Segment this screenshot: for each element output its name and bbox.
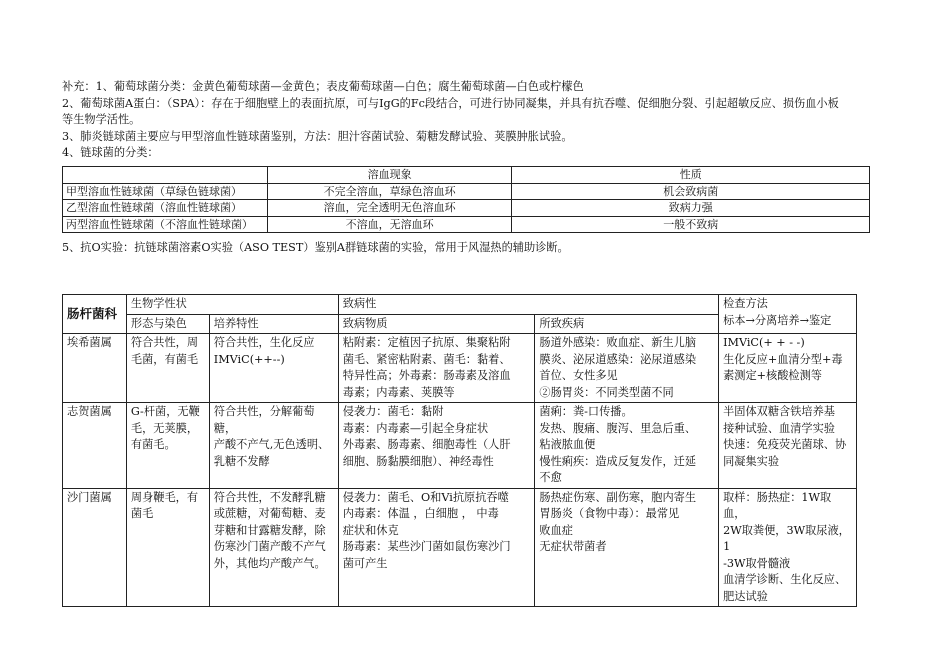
table-cell-line: 同凝集实验 <box>723 454 780 468</box>
table-cell-line: 侵袭力：菌毛、O和Vi抗原抗吞噬 <box>342 490 509 504</box>
virulence-factors-cell <box>338 334 535 403</box>
table-cell-line: 接种试验、血清学实验 <box>723 421 835 435</box>
table-cell-line: 毛，无荚膜， <box>130 421 199 435</box>
table-cell-line: G-杆菌，无鞭 <box>130 405 200 418</box>
table-cell: 一般不致病 <box>512 216 870 233</box>
table-cell-line: 符合共性，周 <box>130 336 199 349</box>
table-cell-line: 或蔗糖，对葡萄糖、麦 <box>213 507 326 520</box>
table-cell-line: 血清学诊断、生化反应、 <box>723 573 847 586</box>
table-cell-line: 菌毛 <box>130 507 154 520</box>
table-cell-line: 外，其他均产酸产气。 <box>213 556 326 570</box>
table-cell-line: 菌毛、紧密粘附素、菌毛：黏着、 <box>342 352 511 366</box>
table-cell-line: 症状和休克 <box>342 523 399 537</box>
note-line-3: 等生物学活性。 <box>62 113 141 126</box>
strep-classification-table <box>62 166 870 233</box>
sub-header-morphology: 形态与染色 <box>126 314 209 334</box>
method-cell <box>719 334 857 403</box>
table-cell-line: 特异性高；外毒素：肠毒素及溶血 <box>342 369 511 382</box>
virulence-factors-cell <box>338 403 535 489</box>
note-line-4: 3、肺炎链球菌主要应与甲型溶血性链球菌鉴别，方法：胆汁容菌试验、菊糖发酵试验、荚膜肿胀试验。 <box>62 129 573 143</box>
method-cell <box>719 488 857 607</box>
table-cell: 不完全溶血，草绿色溶血环 <box>267 183 512 200</box>
morphology-cell <box>126 334 209 403</box>
table-row <box>63 488 857 607</box>
table-cell-line: 粘附素：定植因子抗原、集聚粘附 <box>342 336 511 349</box>
table-cell-line: 生化反应+血清分型+毒 <box>723 352 843 366</box>
table-row <box>63 403 857 489</box>
table-cell: 甲型溶血性链球菌（草绿色链球菌） <box>63 183 268 200</box>
header-cell-nature: 性质 <box>512 167 870 184</box>
table-cell-line: ②肠胃炎：不同类型菌不同 <box>539 385 674 399</box>
aso-note: 5、抗O实验：抗链球菌溶素O实验（ASO TEST）鉴别A群链球菌的实验，常用于风湿热的辅助诊断。 <box>62 241 569 254</box>
note-line-5: 4、链球菌的分类： <box>62 146 159 159</box>
table-cell-line: 有菌毛。 <box>130 438 176 451</box>
table-cell-line: 外毒素、肠毒素、细胞毒性（人肝 <box>342 438 511 451</box>
table-cell-line: 取样：肠热症：1W取血， <box>723 490 832 520</box>
header-cell-empty <box>63 167 268 184</box>
table-cell-line: 标本→分离培养→鉴定 <box>723 313 832 327</box>
table-cell-line: 毒素；内毒素、荚膜等 <box>342 385 455 399</box>
header-cell-hemolysis: 溶血现象 <box>267 167 512 184</box>
note-line-1: 补充：1、葡萄球菌分类：金黄色葡萄球菌—金黄色；表皮葡萄球菌—白色；腐生葡萄球菌—白色或柠檬色 <box>62 80 584 93</box>
table-cell-line: 乳糖不发酵 <box>213 454 270 468</box>
method-header-label: 检查方法 <box>723 297 768 310</box>
table-cell: 丙型溶血性链球菌（不溶血性链球菌） <box>63 216 268 233</box>
table-row <box>63 183 870 200</box>
table-cell-line: 胃肠炎（食物中毒）：最常见 <box>539 507 680 520</box>
sub-header-virulence-factors: 致病物质 <box>338 314 535 334</box>
table-header-row <box>63 167 870 184</box>
table-cell-line: 败血症 <box>539 523 573 537</box>
table-cell-line: 首位、女性多见 <box>539 369 618 382</box>
table-cell-line: 侵袭力：菌毛：黏附 <box>342 405 444 418</box>
virulence-factors-cell <box>338 488 535 607</box>
diseases-cell <box>535 403 719 489</box>
table-cell: 机会致病菌 <box>512 183 870 200</box>
genus-name: 沙门菌属 <box>63 488 127 607</box>
culture-cell <box>209 403 338 489</box>
sub-header-diseases: 所致疾病 <box>535 314 719 334</box>
table-cell-line: 肠道外感染：败血症、新生儿脑 <box>539 336 697 349</box>
table-cell-line: 肥达试验 <box>723 589 768 603</box>
table-row <box>63 216 870 233</box>
culture-cell <box>209 334 338 403</box>
table-cell-line: 2W取粪便，3W取尿液，1 <box>723 523 850 553</box>
genus-name: 埃希菌属 <box>63 334 127 403</box>
diseases-cell <box>535 488 719 607</box>
table-cell-line: 膜炎、泌尿道感染：泌尿道感染 <box>539 352 697 366</box>
group-header-biology: 生物学性状 <box>126 295 338 315</box>
table-cell-line: 产酸不产气,无色透明、 <box>213 438 330 451</box>
table-cell-line: 肠毒素：某些沙门菌如鼠伤寒沙门 <box>342 540 511 553</box>
table-cell-line: 细胞、肠黏膜细胞）、神经毒性 <box>342 454 494 468</box>
table-cell-line: 菌可产生 <box>342 556 388 570</box>
group-header-pathogenicity: 致病性 <box>338 295 718 315</box>
table-cell-line: 不愈 <box>539 471 562 484</box>
table-cell-line: 符合共性，不发酵乳糖 <box>213 490 326 504</box>
table-cell-line: 发热、腹痛、腹泻、里急后重、 <box>539 421 697 435</box>
table-cell-line: 符合共性，分解葡萄糖， <box>213 405 315 435</box>
culture-cell <box>209 488 338 607</box>
morphology-cell <box>126 403 209 489</box>
table-cell-line: 半固体双糖含铁培养基 <box>723 405 835 418</box>
table-cell-line: IMViC(+ + - -) <box>723 336 805 349</box>
table-cell: 溶血，完全透明无色溶血环 <box>267 200 512 217</box>
diseases-cell <box>535 334 719 403</box>
method-cell <box>719 403 857 489</box>
table-cell-line: 周身鞭毛，有 <box>130 490 199 504</box>
table-cell-line: 慢性痢疾：造成反复发作，迁延 <box>539 454 697 468</box>
table-title: 肠杆菌科 <box>63 295 127 334</box>
table-cell-line: 无症状带菌者 <box>539 540 607 553</box>
table-cell-line: 毛菌，有菌毛 <box>130 352 199 366</box>
group-header-method <box>719 295 857 334</box>
table-cell-line: 菌痢：粪-口传播。 <box>539 405 633 418</box>
table-cell-line: 符合共性，生化反应 <box>213 336 315 349</box>
morphology-cell <box>126 488 209 607</box>
table-cell-line: 芽糖和甘露糖发酵，除 <box>213 523 326 537</box>
table-row <box>63 200 870 217</box>
table-cell: 致病力强 <box>512 200 870 217</box>
genus-name: 志贺菌属 <box>63 403 127 489</box>
table-cell-line: -3W取骨髓液 <box>723 556 791 570</box>
table-cell-line: 内毒素：体温 ，白细胞 ， 中毒 <box>342 507 499 520</box>
sub-header-culture: 培养特性 <box>209 314 338 334</box>
group-header-row <box>63 295 857 315</box>
table-cell-line: 伤寒沙门菌产酸不产气 <box>213 540 326 553</box>
table-cell-line: 粘液脓血便 <box>539 438 596 451</box>
enterobacteriaceae-table <box>62 294 857 607</box>
note-line-2: 2、葡萄球菌A蛋白：（SPA）：存在于细胞壁上的表面抗原，可与IgG的Fc段结合，可进行协同凝集，并具有抗吞噬、促细胞分裂、引起超敏反应、损伤血小板 <box>62 96 839 110</box>
table-cell-line: IMViC(++--) <box>213 352 285 366</box>
table-cell: 不溶血，无溶血环 <box>267 216 512 233</box>
table-row <box>63 334 857 403</box>
table-cell: 乙型溶血性链球菌（溶血性链球菌） <box>63 200 268 217</box>
table-cell-line: 素测定+核酸检测等 <box>723 369 822 382</box>
table-cell-line: 快速：免疫荧光菌球、协 <box>723 438 847 451</box>
supplement-notes <box>62 79 892 162</box>
table-cell-line: 肠热症伤寒、副伤寒，胞内寄生 <box>539 490 697 504</box>
table-cell-line: 毒素：内毒素—引起全身症状 <box>342 421 489 435</box>
